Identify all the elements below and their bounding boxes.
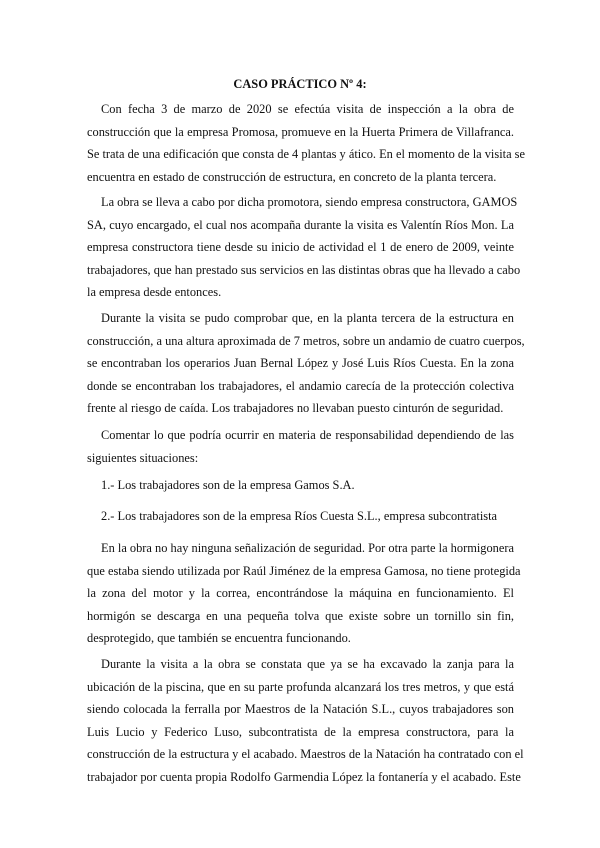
paragraph-line: En la obra no hay ninguna señalización de seguridad. Por otra parte la hormigonera xyxy=(101,541,514,555)
paragraph-line: donde se encontraban los trabajadores, el andamio carecía de la protección colectiva xyxy=(87,378,514,393)
paragraph-line: encuentra en estado de construcción de estructura, en concreto de la planta tercera. xyxy=(87,169,497,184)
paragraph-line: construcción, a una altura aproximada de 7 metros, sobre un andamio de cuatro cuerpos, xyxy=(87,333,525,348)
paragraph-question xyxy=(87,424,514,469)
paragraph-line: siendo colocada la ferralla por Maestros de la Natación S.L., cuyos trabajadores son xyxy=(87,702,514,717)
document-title: CASO PRÁCTICO Nº 4: xyxy=(233,77,367,91)
paragraph-inspection-visit xyxy=(87,98,525,188)
paragraph-line: siguientes situaciones: xyxy=(87,450,199,465)
paragraph-line: construcción que la empresa Promosa, promueve en la Huerta Primera de Villafranca. xyxy=(87,124,514,139)
paragraph-line: trabajadores, que han prestado sus servicios en las distintas obras que ha llevado a cabo xyxy=(87,262,521,277)
paragraph-line: ubicación de la piscina, que en su parte profunda alcanzará los tres metros, y que está xyxy=(87,679,514,694)
paragraph-line: Durante la visita a la obra se constata que ya se ha excavado la zanja para la xyxy=(101,657,514,671)
paragraph-line: Comentar lo que podría ocurrir en materia de responsabilidad dependiendo de las xyxy=(101,428,514,442)
paragraph-line: hormigón se descarga en una pequeña tolva que existe sobre un tornillo sin fin, xyxy=(87,608,514,623)
paragraph-line: trabajador por cuenta propia Rodolfo Garmendia López la fontanería y el acabado. Este xyxy=(87,769,521,784)
paragraph-line: desprotegido, que también se encuentra funcionando. xyxy=(87,631,351,646)
paragraph-line: se encontraban los operarios Juan Bernal López y José Luis Ríos Cuesta. En la zona xyxy=(87,356,514,371)
paragraph-line: frente al riesgo de caída. Los trabajadores no llevaban puesto cinturón de seguridad. xyxy=(87,401,504,416)
paragraph-line: empresa constructora tiene desde su inicio de actividad el 1 de enero de 2009, veinte xyxy=(87,240,514,255)
list-item-1: 1.- Los trabajadores son de la empresa Gamos S.A. xyxy=(101,478,355,492)
paragraph-line: SA, cuyo encargado, el cual nos acompaña durante la visita es Valentín Ríos Mon. La xyxy=(87,217,514,232)
paragraph-pool-trench xyxy=(87,653,524,789)
list-item-2: 2.- Los trabajadores son de la empresa Ríos Cuesta S.L., empresa subcontratista xyxy=(101,509,498,523)
paragraph-line: la empresa desde entonces. xyxy=(87,285,222,300)
paragraph-line: Luis Lucio y Federico Luso, subcontratista de la empresa constructora, para la xyxy=(87,724,514,739)
paragraph-line: Durante la visita se pudo comprobar que, en la planta tercera de la estructura en xyxy=(101,311,514,325)
paragraph-line: construcción de la estructura y el acabado. Maestros de la Natación ha contratado con el xyxy=(87,747,524,762)
paragraph-line: la zona del motor y la correa, encontrándose la máquina en funcionamiento. El xyxy=(87,586,514,601)
paragraph-construction-company xyxy=(87,191,521,304)
paragraph-line: que estaba siendo utilizada por Raúl Jiménez de la empresa Gamosa, no tiene protegida xyxy=(87,563,521,578)
paragraph-signage-mixer xyxy=(87,537,521,650)
paragraph-line: La obra se lleva a cabo por dicha promotora, siendo empresa constructora, GAMOS xyxy=(101,195,518,209)
paragraph-line: Se trata de una edificación que consta de 4 plantas y ático. En el momento de la visita se xyxy=(87,147,525,162)
paragraph-scaffold-findings xyxy=(87,307,525,420)
paragraph-line: Con fecha 3 de marzo de 2020 se efectúa visita de inspección a la obra de xyxy=(101,102,514,116)
